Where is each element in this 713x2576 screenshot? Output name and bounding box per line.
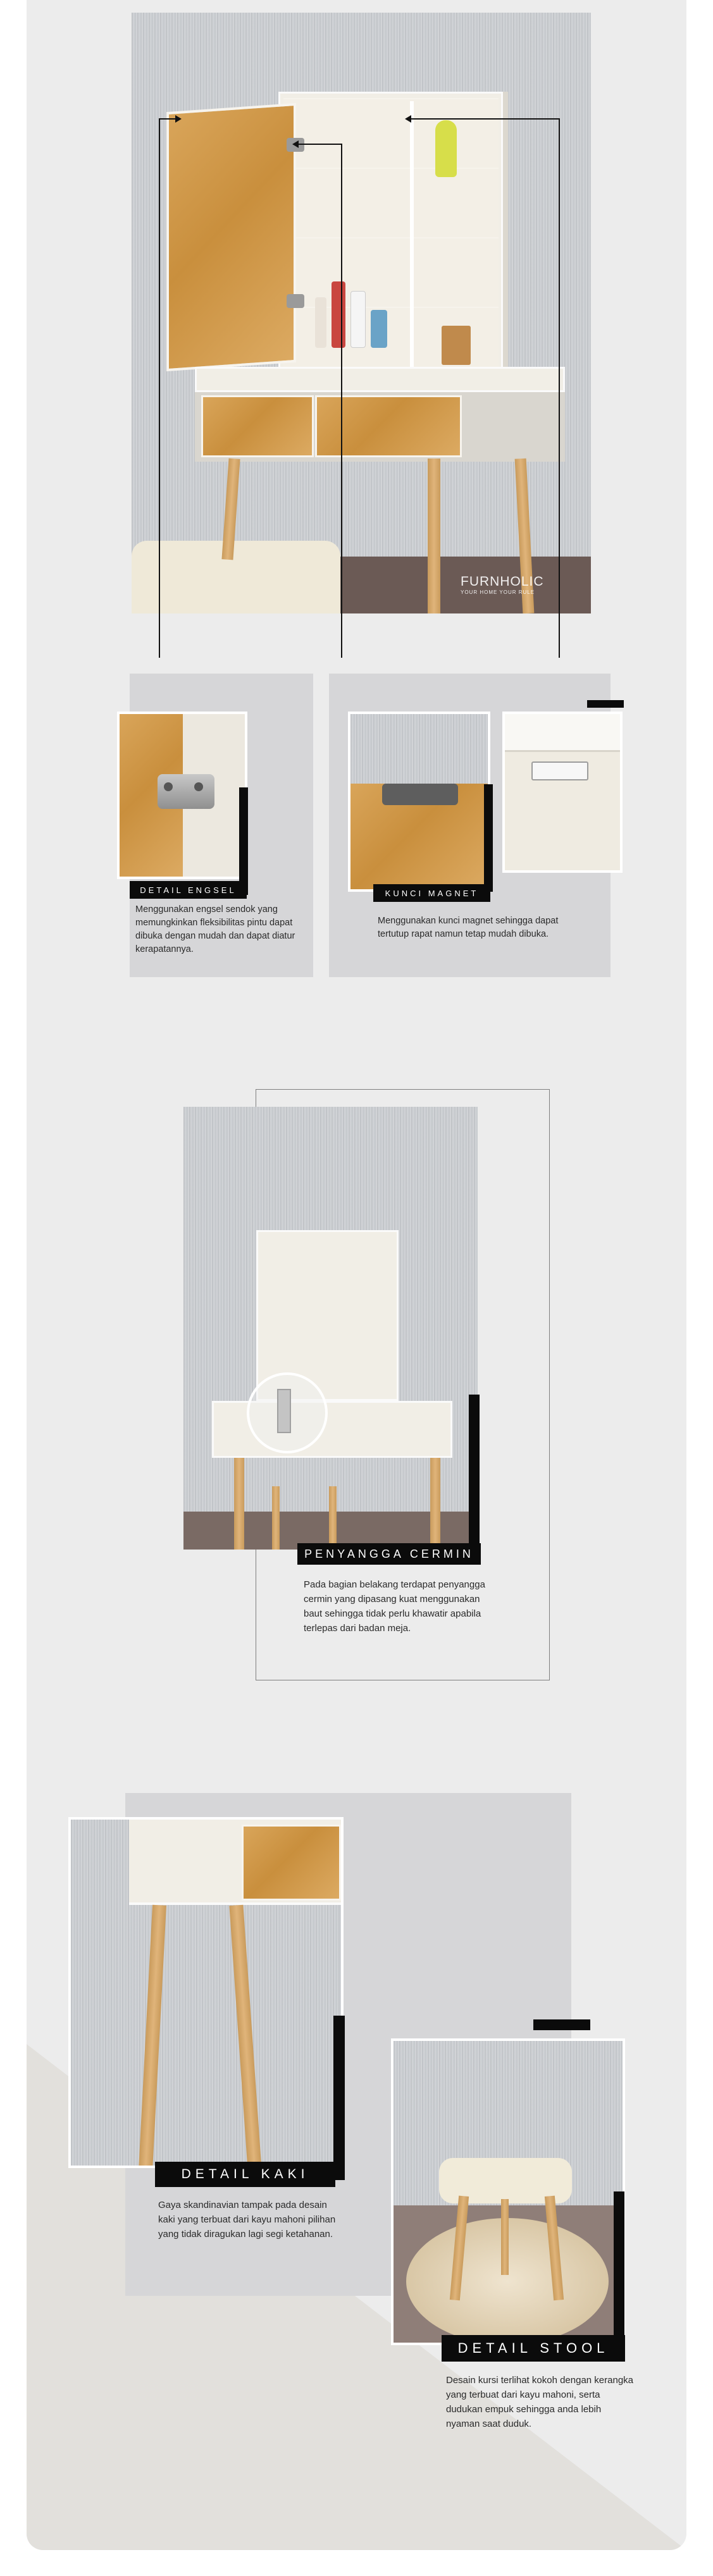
brand-logo-text: FURNHOLIC <box>461 574 544 589</box>
pencil-cup <box>442 326 471 365</box>
cabinet-door <box>166 103 296 371</box>
table-leg <box>234 1458 244 1550</box>
drawer <box>242 1825 341 1901</box>
cermin-accent-bar <box>469 1395 480 1553</box>
drawer-right <box>315 395 462 457</box>
stool-accent-bar <box>614 2191 624 2346</box>
magnet-photo-catch <box>502 712 623 873</box>
table-top <box>195 367 565 392</box>
magnet-plate <box>382 784 458 805</box>
cermin-label: PENYANGGA CERMIN <box>297 1543 481 1565</box>
table-leg <box>428 459 440 613</box>
magnet-catch <box>531 761 588 780</box>
kaki-accent-bar <box>333 2016 345 2180</box>
stool-leg <box>501 2199 509 2275</box>
hinge-closeup <box>158 774 214 809</box>
table-leg <box>430 1458 440 1550</box>
cermin-description: Pada bagian belakang terdapat penyangga cermin yang dipasang kuat menggunakan baut sehingga tidak perlu khawatir apabila terlepas dari badan meja. <box>304 1579 485 1634</box>
stool-leg <box>272 1486 280 1550</box>
engsel-label: DETAIL ENGSEL <box>130 881 247 899</box>
kaki-photo <box>68 1817 344 2168</box>
kaki-label: DETAIL KAKI <box>155 2162 335 2187</box>
connector-arrow-magnet <box>411 118 559 120</box>
shelf-divider <box>410 101 414 373</box>
table-leg <box>229 1905 261 2168</box>
engsel-accent-bar <box>239 787 248 895</box>
stool-leg <box>329 1486 337 1550</box>
table-leg <box>139 1905 166 2168</box>
connector-arrow-hinge <box>299 144 342 145</box>
brand-watermark <box>461 574 544 595</box>
drawer-left <box>201 395 314 457</box>
stool-accent-top <box>533 2019 590 2030</box>
magnet-accent-top <box>587 700 624 708</box>
engsel-photo <box>117 712 247 879</box>
mirror-support-zoom <box>247 1372 328 1453</box>
magnet-description: Menggunakan kunci magnet sehingga dapat tertutup rapat namun tetap mudah dibuka. <box>378 916 559 939</box>
vase <box>435 120 457 177</box>
stool-description: Desain kursi terlihat kokoh dengan kerangka yang terbuat dari kayu mahoni, serta dudukan empuk sehingga anda lebih nyaman saat duduk. <box>446 2375 634 2429</box>
engsel-description: Menggunakan engsel sendok yang memungkinkan fleksibilitas pintu dapat dibuka dengan mudah dan dapat diatur kerapatannya. <box>135 904 295 954</box>
stool-label: DETAIL STOOL <box>442 2335 625 2362</box>
connector-arrow-engsel <box>159 118 175 120</box>
arrow-left-icon <box>292 140 299 148</box>
magnet-photo-plate <box>348 712 490 892</box>
connector-line-magnet <box>559 118 560 658</box>
stool-seat <box>132 541 340 613</box>
kaki-description: Gaya skandinavian tampak pada desain kaki yang terbuat dari kayu mahoni pilihan yang tidak diragukan lagi segi ketahanan. <box>158 2200 336 2240</box>
cermin-photo <box>183 1107 478 1550</box>
magnet-accent-bar <box>484 784 493 892</box>
connector-line-hinge <box>341 144 342 658</box>
hero-product-photo <box>132 13 591 613</box>
magnet-label: KUNCI MAGNET <box>373 884 490 902</box>
arrow-right-icon <box>175 115 182 123</box>
arrow-left-icon <box>405 115 411 123</box>
brand-tagline: YOUR HOME YOUR RULE <box>461 589 535 595</box>
hinge-bottom <box>287 294 304 308</box>
stool-photo <box>391 2038 625 2345</box>
cosmetic-bottles <box>315 266 397 348</box>
connector-line-engsel <box>159 118 160 658</box>
